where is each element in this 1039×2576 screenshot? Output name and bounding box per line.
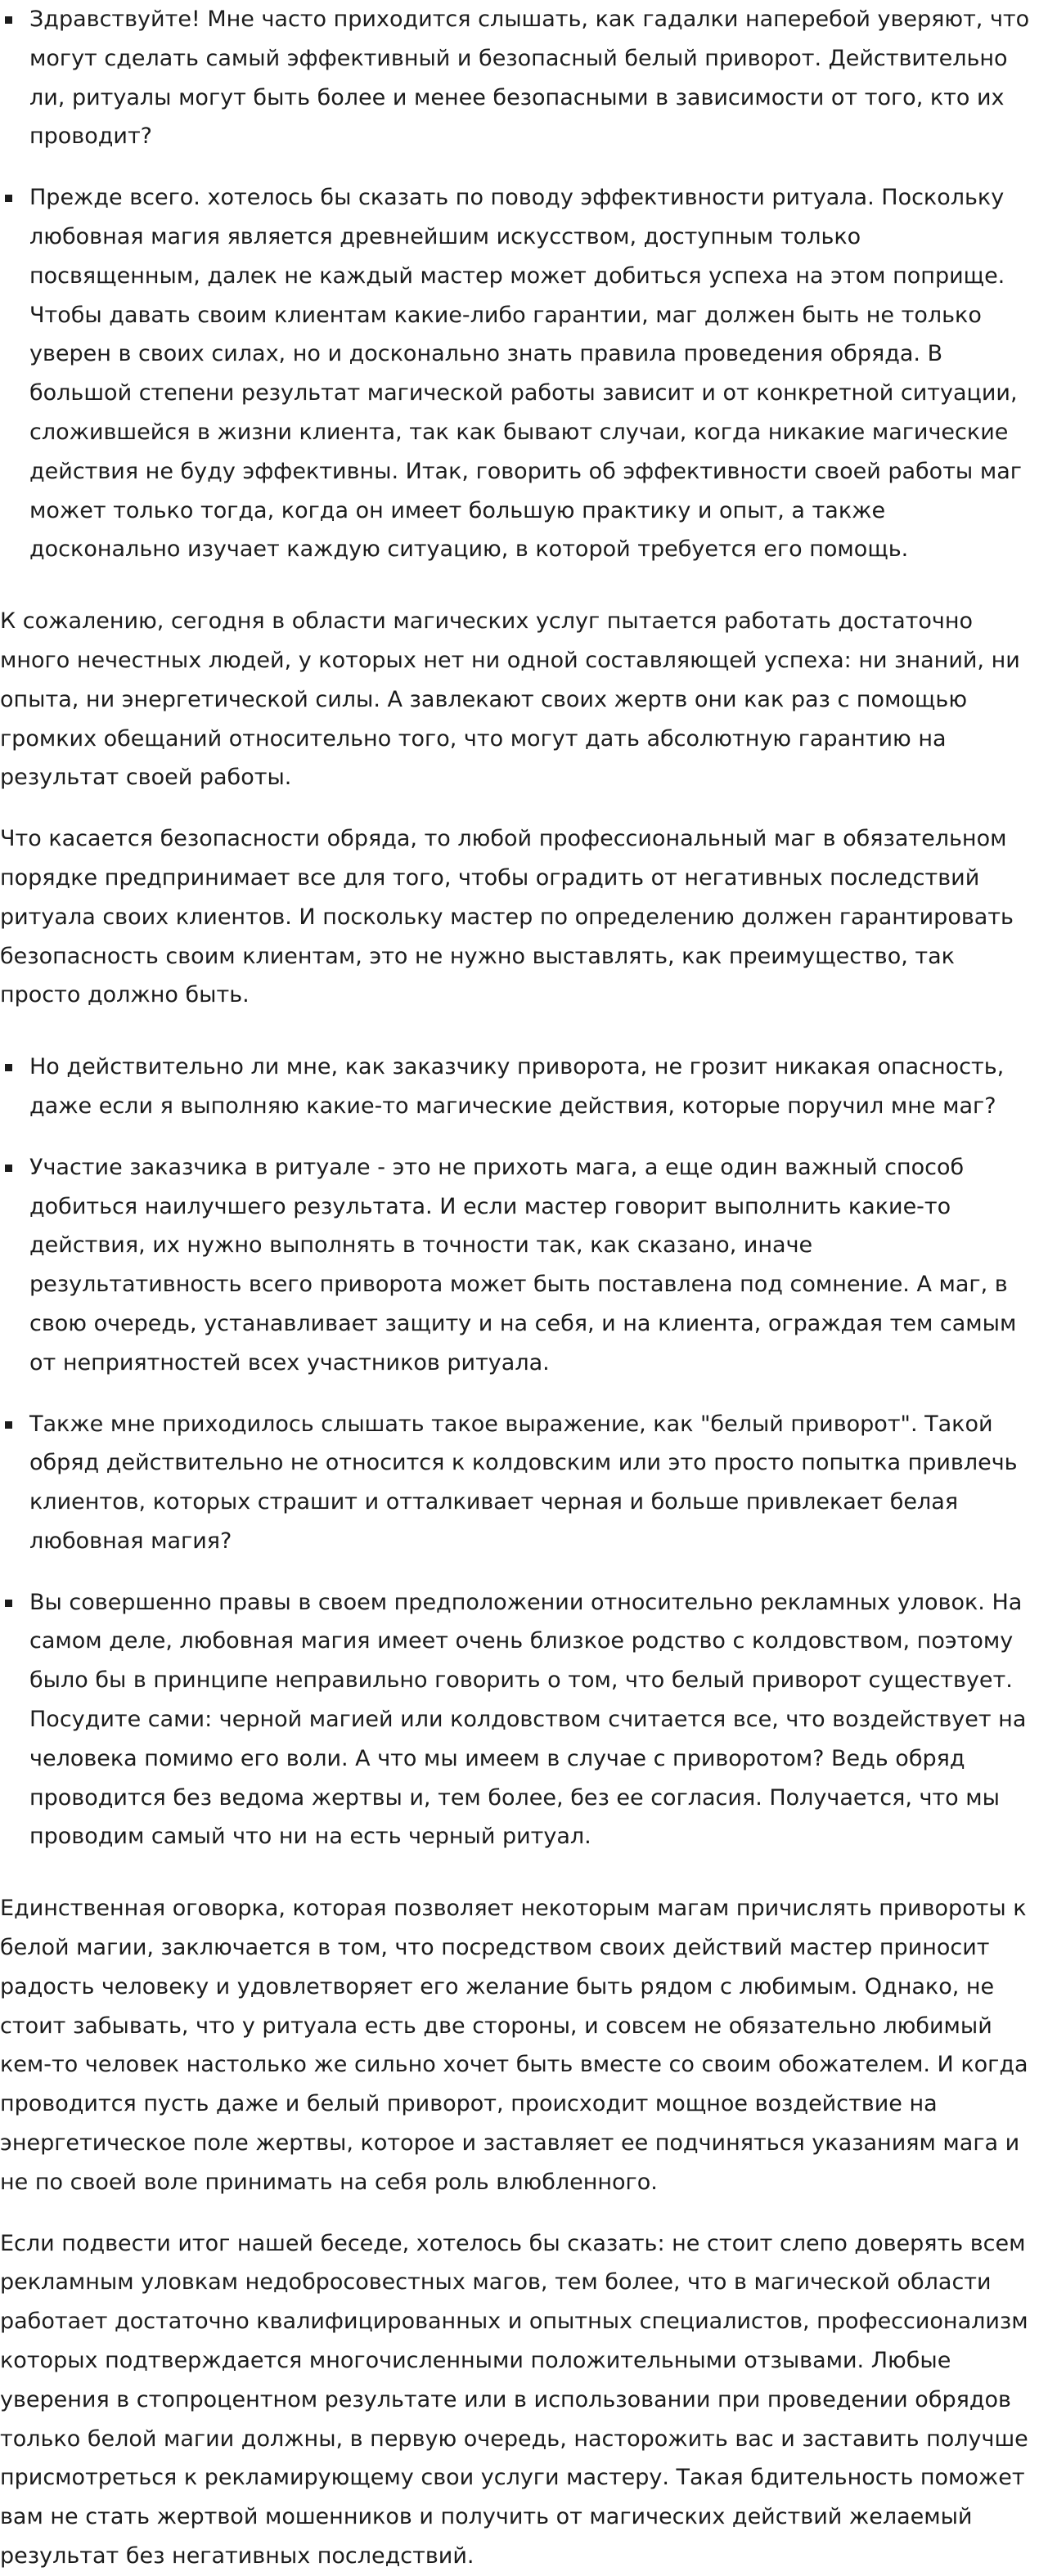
list-item-text: Здравствуйте! Мне часто приходится слышать, как гадалки наперебой уверяют, что могут сделать самый эффективный и безопасный белый приворот. Действительно ли, ритуалы могут быть более и менее безопасными в зависимости от того, кто их проводит? <box>29 7 1030 150</box>
list-item <box>0 178 1031 569</box>
list-item <box>0 0 1031 156</box>
list-item <box>0 1405 1031 1561</box>
square-bullet-icon <box>5 1600 12 1607</box>
list-item <box>0 1048 1031 1126</box>
paragraph: Что касается безопасности обряда, то любой профессиональный маг в обязательном порядке предпринимает все для того, чтобы оградить от негативных последствий ритуала своих клиентов. И поскольку мастер по определению должен гарантировать безопасность своим клиентам, это не нужно выставлять, как преимущество, так просто должно быть. <box>0 826 1014 1008</box>
list-item <box>0 1148 1031 1383</box>
list-item-text: Также мне приходилось слышать такое выражение, как "белый приворот". Такой обряд действительно не относится к колдовским или это просто попытка привлечь клиентов, которых страшит и отталкивает черная и больше привлекает белая любовная магия? <box>29 1411 1018 1554</box>
square-bullet-icon <box>5 1165 12 1172</box>
square-bullet-icon <box>5 16 12 24</box>
square-bullet-icon <box>5 195 12 202</box>
qa-list-2 <box>0 1048 1031 1856</box>
paragraph: К сожалению, сегодня в области магических услуг пытается работать достаточно много нечестных людей, у которых нет ни одной составляющей успеха: ни знаний, ни опыта, ни энергетической силы. А завлекают своих жертв они как раз с помощью громких обещаний относительно того, что могут дать абсолютную гарантию на результат своей работы. <box>0 608 1020 791</box>
paragraph: Единственная оговорка, которая позволяет некоторым магам причислять привороты к белой магии, заключается в том, что посредством своих действий мастер приносит радость человеку и удовлетворяет его желание быть рядом с любимым. Однако, не стоит забывать, что у ритуала есть две стороны, и совсем не обязательно любимый кем-то человек настолько же сильно хочет быть вместе со своим обожателем. И когда проводится пусть даже и белый приворот, происходит мощное воздействие на энергетическое поле жертвы, которое и заставляет ее подчиняться указаниям мага и не по своей воле принимать на себя роль влюбленного. <box>0 1896 1028 2195</box>
list-item-text: Прежде всего. хотелось бы сказать по поводу эффективности ритуала. Поскольку любовная магия является древнейшим искусством, доступным только посвященным, далек не каждый мастер может добиться успеха на этом поприще. Чтобы давать своим клиентам какие-либо гарантии, маг должен быть не только уверен в своих силах, но и досконально знать правила проведения обряда. В большой степени результат магической работы зависит и от конкретной ситуации, сложившейся в жизни клиента, так как бывают случаи, когда никакие магические действия не буду эффективны. Итак, говорить об эффективности своей работы маг может только тогда, когда он имеет большую практику и опыт, а также досконально изучает каждую ситуацию, в которой требуется его помощь. <box>29 185 1022 563</box>
list-item-text: Участие заказчика в ритуале - это не прихоть мага, а еще один важный способ добиться наилучшего результата. И если мастер говорит выполнить какие-то действия, их нужно выполнять в точности так, как сказано, иначе результативность всего приворота может быть поставлена под сомнение. А маг, в свою очередь, устанавливает защиту и на себя, и на клиента, ограждая тем самым от неприятностей всех участников ритуала. <box>29 1154 1017 1376</box>
square-bullet-icon <box>5 1064 12 1071</box>
paragraph: Если подвести итог нашей беседе, хотелось бы сказать: не стоит слепо доверять всем рекламным уловкам недобросовестных магов, тем более, что в магической области работает достаточно квалифицированных и опытных специалистов, профессионализм которых подтверждается многочисленными положительными отзывами. Любые уверения в стопроцентном результате или в использовании при проведении обрядов только белой магии должны, в первую очередь, насторожить вас и заставить получше присмотреться к рекламирующему свои услуги мастеру. Такая бдительность поможет вам не стать жертвой мошенников и получить от магических действий желаемый результат без негативных последствий. <box>0 2230 1028 2569</box>
list-item <box>0 1583 1031 1857</box>
list-item-text: Но действительно ли мне, как заказчику приворота, не грозит никакая опасность, даже если я выполняю какие-то магические действия, которые поручил мне маг? <box>29 1054 1005 1119</box>
qa-list-1 <box>0 0 1031 569</box>
list-item-text: Вы совершенно правы в своем предположении относительно рекламных уловок. На самом деле, любовная магия имеет очень близкое родство с колдовством, поэтому было бы в принципе неправильно говорить о том, что белый приворот существует. Посудите сами: черной магией или колдовством считается все, что воздействует на человека помимо его воли. А что мы имеем в случае с приворотом? Ведь обряд проводится без ведома жертвы и, тем более, без ее согласия. Получается, что мы проводим самый что ни на есть черный ритуал. <box>29 1589 1027 1850</box>
square-bullet-icon <box>5 1421 12 1429</box>
